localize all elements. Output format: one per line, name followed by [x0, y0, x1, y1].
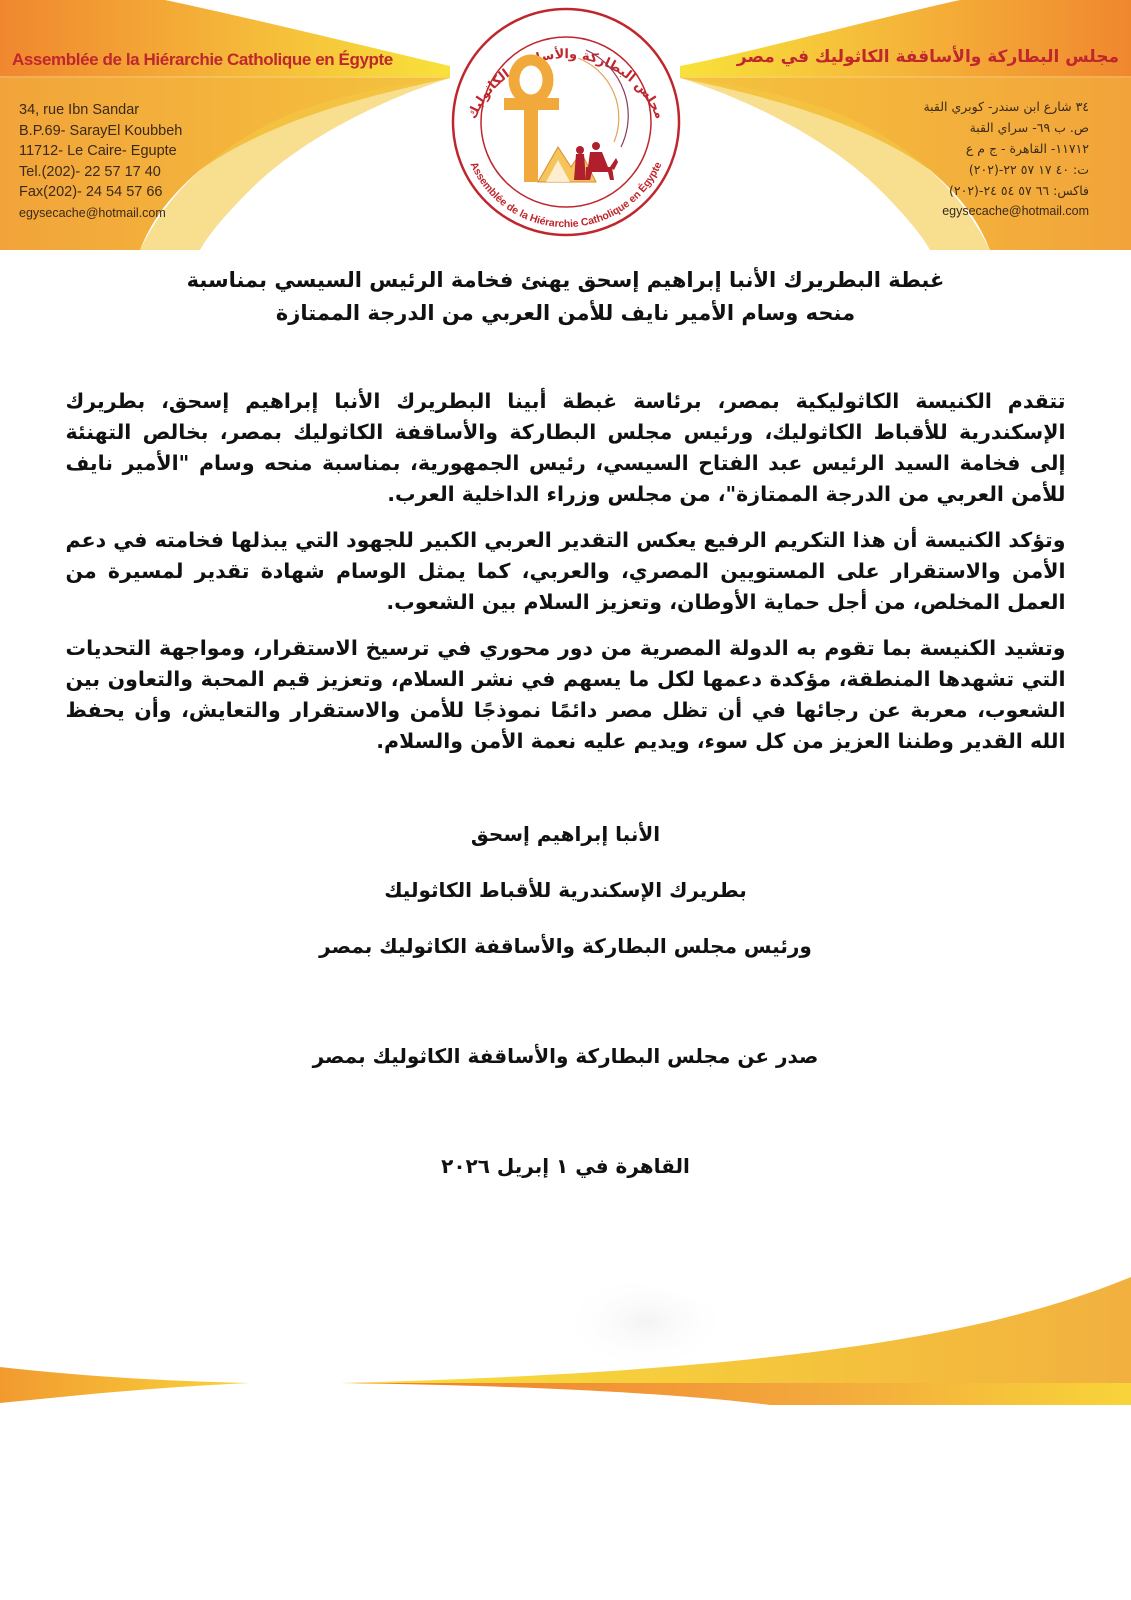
- contact-block-french: [19, 100, 182, 223]
- logo-ring-text-arabic: مجلس البطاركة والأساقفة الكاثوليك: [464, 46, 668, 122]
- address-line: ٣٤ شارع ابن سندر- كوبري القبة: [923, 99, 1089, 114]
- address-line: 34, rue Ibn Sandar: [19, 102, 140, 118]
- document-content: [0, 250, 1131, 1411]
- signature-title-1: بطريرك الإسكندرية للأقباط الكاثوليك: [384, 878, 747, 902]
- date-line: القاهرة في ١ إبريل ٢٠٢٦: [441, 1154, 690, 1178]
- org-name-french: Assemblée de la Hiérarchie Catholique en Égypte: [12, 50, 393, 69]
- contact-block-arabic: [923, 96, 1089, 222]
- address-line: B.P.69- SarayEl Koubbeh: [19, 122, 183, 139]
- telephone: ت: ٤٠ ١٧ ٥٧ ٢٢-(٢٠٢): [968, 162, 1089, 177]
- logo-ring-text-french: Assemblée de la Hiérarchie Catholique en Égypte: [467, 160, 665, 231]
- paragraph: وتؤكد الكنيسة أن هذا التكريم الرفيع يعكس التقدير العربي الكبير للجهود التي يبذلها فخامته في دعم الأمن والاستقرار على المستويين المصري، والعربي، كما يمثل الوسام شهادة تقدير لمسيرة من العمل المخلص، من أجل حماية الأوطان، وتعزيز السلام بين الشعوب.: [65, 528, 1066, 614]
- issued-by: صدر عن مجلس البطاركة والأساقفة الكاثوليك بمصر: [312, 1044, 819, 1068]
- org-name-arabic: مجلس البطاركة والأساقفة الكاثوليك في مصر: [736, 47, 1119, 67]
- letterhead-header: [0, 0, 1131, 250]
- signature-title-2: ورئيس مجلس البطاركة والأساقفة الكاثوليك بمصر: [319, 934, 812, 958]
- organization-logo: [446, 2, 686, 242]
- title-line-2: منحه وسام الأمير نايف للأمن العربي من الدرجة الممتازة: [275, 301, 856, 325]
- address-line: 11712- Le Caire- Egupte: [19, 143, 177, 159]
- signature-block: [0, 819, 1131, 961]
- address-line: ١١٧١٢- القاهرة - ج م ع: [965, 141, 1089, 156]
- fax: فاكس: ٦٦ ٥٧ ٥٤ ٢٤-(٢٠٢): [949, 183, 1089, 198]
- paragraph: تتقدم الكنيسة الكاثوليكية بمصر، برئاسة غبطة أبينا البطريرك الأنبا إبراهيم إسحق، بطريرك الإسكندرية للأقباط الكاثوليك، ورئيس مجلس البطاركة والأساقفة الكاثوليك بمصر، بخالص التهنئة إلى فخامة السيد الرئيس عبد الفتاح السيسي، رئيس الجمهورية، بمناسبة منحه وسام "الأمير نايف للأمن العربي من الدرجة الممتازة"، من مجلس وزراء الداخلية العرب.: [65, 389, 1066, 506]
- telephone: Tel.(202)- 22 57 17 40: [19, 163, 161, 180]
- document-body: [66, 386, 1066, 757]
- fax: Fax(202)- 24 54 57 66: [19, 184, 163, 200]
- signature-name: الأنبا إبراهيم إسحق: [470, 822, 661, 846]
- email-link[interactable]: egysecache@hotmail.com: [19, 205, 166, 220]
- email-link[interactable]: egysecache@hotmail.com: [942, 204, 1089, 218]
- footer-background-waves: [0, 1211, 1131, 1411]
- paragraph: وتشيد الكنيسة بما تقوم به الدولة المصرية من دور محوري في ترسيخ الاستقرار، ومواجهة التحديات التي تشهدها المنطقة، مؤكدة دعمها لكل ما يسهم في نشر السلام، وتعزيز قيم المحبة والتعاون بين الشعوب، معربة عن رجائها في أن تظل مصر دائمًا نموذجًا للأمن والاستقرار والتعايش، وأن يحفظ الله القدير وطننا العزيز من كل سوء، ويديم عليه نعمة الأمن والسلام.: [65, 636, 1066, 753]
- document-title: [116, 264, 1016, 330]
- address-line: ص. ب ٦٩- سراي القبة: [969, 120, 1089, 135]
- title-line-1: غبطة البطريرك الأنبا إبراهيم إسحق يهنئ فخامة الرئيس السيسي بمناسبة: [186, 268, 945, 292]
